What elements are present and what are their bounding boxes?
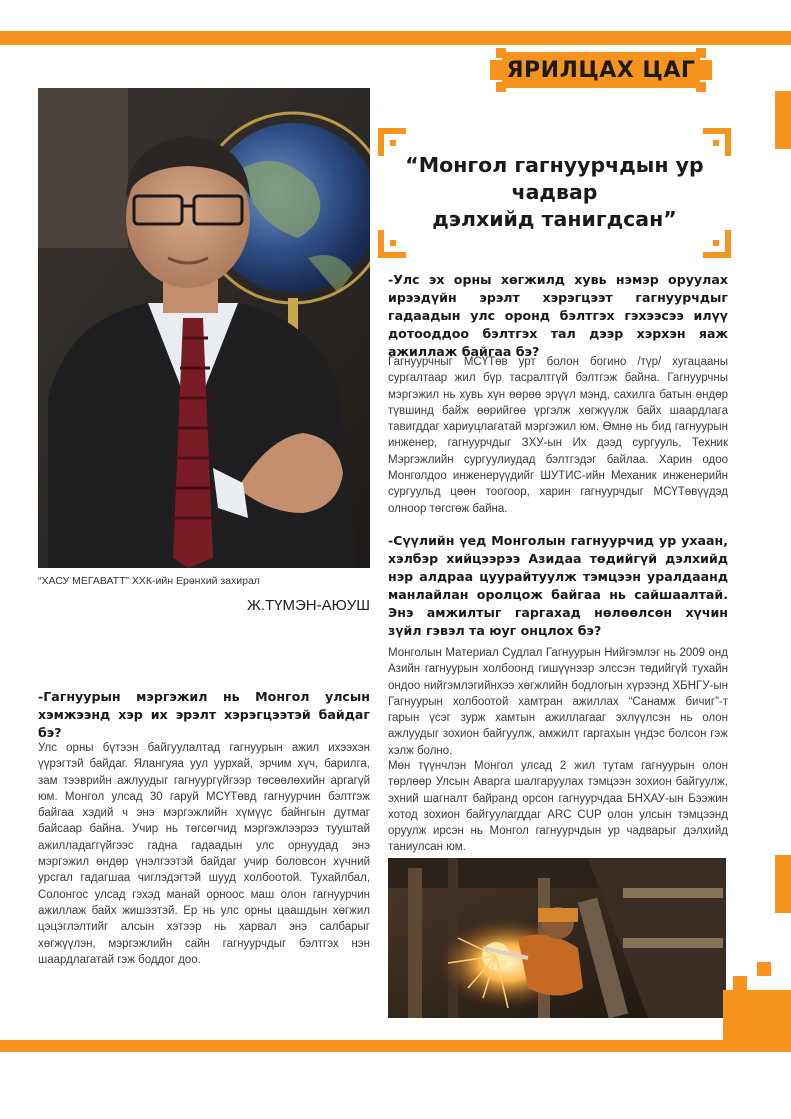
welding-illustration (388, 858, 726, 1018)
portrait-photo (38, 88, 370, 568)
edge-marker-top (775, 91, 791, 149)
question-3: -Гагнуурын мэргэжил нь Монгол улсын хэмжээнд хэр их эрэлт хэрэгцээтэй байдаг бэ? (38, 689, 370, 740)
answer-3: Улс орны бүтээн байгуулалтад гагнуурын ажил ихээхэн үүрэгтэй байдаг. Ялангуяа уул уурхай, эрчим хүч, барилга, зам тээврийн ажлуудыг гагнуургүйгээр төсөөлөхийн аргагүй юм. Монгол улсад 30 гаруй МСҮТөвд гагнуурчин бэлтгэж байгаа хэдий ч энэ мэргэжлийн хүмүүс байнгын дутмаг байсаар байна. Учир нь төгсөгчид мэргэжлээрээ тууштай ажилладаггүйгээс гадна гадаадын улс орнуудад энэ мэргэжил өндөр үнэлгээтэй байдаг учир боловсон хүчний урсгал гадагшаа чиглэдэгтэй шууд холбоотой. Тухайлбал, Солонгос улсад гэхэд манай орноос маш олон гагнуурчин ажиллаж байх жишээтэй. Ер нь улс орны цаашдын хөгжил цэцэглэлтийг алсын хэтээр нь харвал энэ салбарыг хөгжүүлэн, мэргэжлийн сайн гагнуурчдыг бэлтгэх нэн шаардлагатай гэж боддог доо. (38, 742, 370, 966)
corner-block (723, 990, 791, 1040)
headline-box (378, 128, 731, 258)
headline-text (378, 152, 731, 233)
answer-1: Гагнуурчныг МСҮТөв урт болон богино /түр/ хугацааны сургалтаар жил бүр тасралтгүй бэлтгэж байна. Гагнуурчны мэргэжил нь хувь хүн өөрөө эрүүл мэнд, сахилга батын өндөр түвшинд байж өөрийгөө үргэлж хөгжүүлж байх шаардлага тавигддаг хариуцлагатай мэргэжил юм. Өмнө нь бид гагнуурын инженер, гагнуурчдыг ЗХУ-ын Их дээд сургууль, Техник Мэргэжлийн сургуулиудад бэлтгэдэг байлаа. Харин одоо Монголдоо инженерүүдийг ШУТИС-ийн Механик инженерийн сургуульд цөөн тоогоор, харин гагнуурчдыг МСҮТөвүүдэд олноор төгсгөж байна. (388, 356, 728, 515)
section-title-box (502, 52, 700, 88)
headline-line-3: дэлхийд танигдсан” (432, 207, 677, 231)
photo-caption-role: “ХАСУ МЕГАВАТТ” ХХК-ийн Ерөнхий захирал (38, 575, 260, 587)
question-1: -Улс эх орны хөгжилд хувь нэмэр оруулах ирээдүйн эрэлт хэрэгцээт гагнуурчдыг гадаадын улс оронд бэлтгэх гэхээсээ илүү дотооддоо бэлтгэх тал дээр хэрхэн яаж ажиллаж байгаа бэ? (388, 272, 728, 359)
question-2: -Сүүлийн үед Монголын гагнуурчид ур ухаан, хэлбэр хийцээрээ Азидаа төдийгүй дэлхийд нэр алдраа цуурайтуулж тэмцээн уралдаанд манлайлан оролцож байгаа нь сайшаалтай. Энэ амжилтыг гаргахад нөлөөлсөн хүчин зүйл гэвэл та юуг онцлох бэ? (388, 533, 728, 638)
header-ornament-right (698, 60, 712, 80)
answer-2-part-1: Монголын Материал Судлал Гагнуурын Нийгэмлэг нь 2009 онд Азийн гагнуурын холбоонд гишүүнээр элссэн төдийгүй тухайн ондоо нийгэмлэгийнхээ хөгжлийн бодлогын хүрээнд ХБНГУ-ын Гагнуурын холбоотой хамтран ажиллах “Санамж бичиг”-т гарын үсэг зурж хамтын ажиллагааг эхлүүлсэн нь олон ажлуудыг зохион байгуулж, амжилт гаргахын үндэс болсон гэж хэлж болно. (388, 647, 728, 757)
section-header (490, 46, 712, 94)
corner-block-step-2 (757, 962, 771, 976)
portrait-illustration (38, 88, 370, 568)
edge-marker-bottom (775, 855, 791, 913)
answer-2-part-2: Мөн түүнчлэн Монгол улсад 2 жил тутам гагнуурын олон төрлөөр Улсын Аварга шалгаруулах тэмцээн зохион байгуулж, эхний шагналт байранд орсон гагнуурчдаа БНХАУ-ын Бээжин хотод зохион байгуулагддаг ARC CUP олон улсын тэмцээнд оруулж ирсэн нь Монгол гагнуурчдын ур чадварыг дэлхийд таниулсан юм. (388, 760, 728, 854)
section-title: ЯРИЛЦАХ ЦАГ (506, 57, 696, 83)
bottom-accent-band (0, 1040, 791, 1052)
photo-caption-name: Ж.ТҮМЭН-АЮУШ (246, 597, 370, 614)
top-accent-band (0, 31, 791, 45)
headline-line-2: чадвар (511, 180, 598, 204)
headline-line-1: “Монгол гагнуурчдын ур (405, 153, 704, 177)
welding-photo (388, 858, 726, 1018)
corner-block-step-1 (733, 976, 747, 990)
